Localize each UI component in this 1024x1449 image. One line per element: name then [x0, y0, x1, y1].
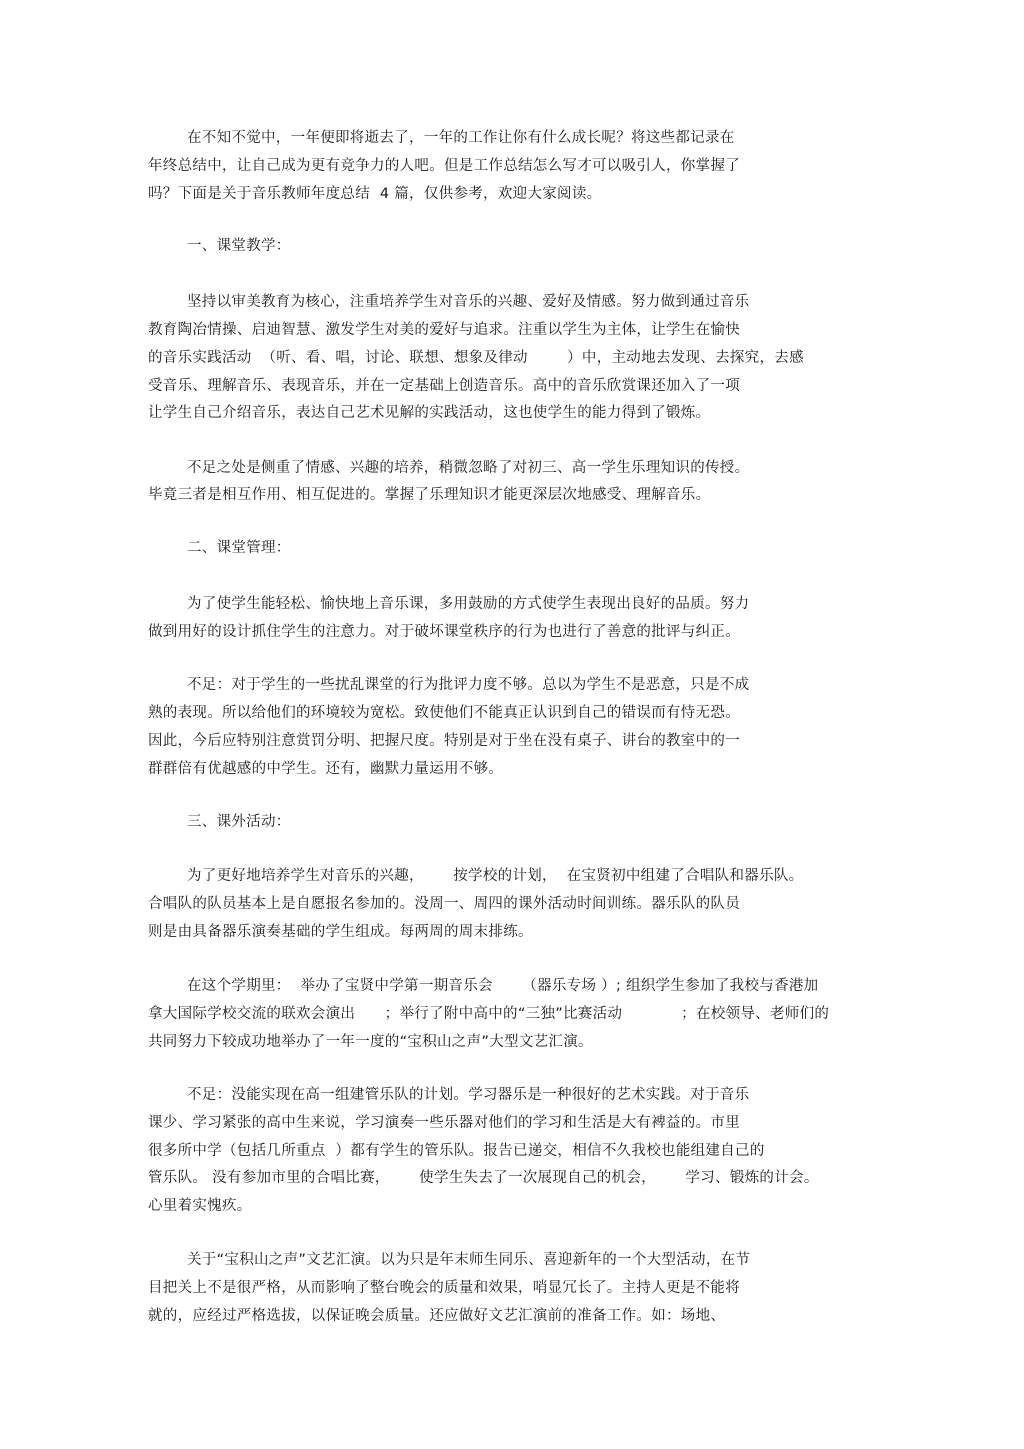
text-line: 为了更好地培养学生对音乐的兴趣， 按学校的计划， 在宝贤初中组建了合唱队和器乐队。	[187, 868, 804, 884]
text-line: 课少、学习紧张的高中生来说，学习演奏一些乐器对他们的学习和生活是大有裨益的。市里	[148, 1115, 740, 1131]
text-line: 则是由具备器乐演奏基础的学生组成。每两周的周末排练。	[148, 924, 533, 940]
text-line: 教育陶冶情操、启迪智慧、激发学生对美的爱好与追求。注重以学生为主体，让学生在愉快	[148, 322, 740, 338]
text-line: 不足：没能实现在高一组建管乐队的计划。学习器乐是一种很好的艺术实践。对于音乐	[187, 1087, 750, 1103]
text-line: 群群倍有优越感的中学生。还有，幽默力量运用不够。	[148, 761, 504, 777]
text-line: 拿大国际学校交流的联欢会演出 ；举行了附中高中的“三独”比赛活动 ；在校领导、老师们的	[148, 1006, 830, 1022]
text-line: 让学生自己介绍音乐，表达自己艺术见解的实践活动，这也使学生的能力得到了锻炼。	[148, 405, 711, 421]
text-line: 因此，今后应特别注意赏罚分明、把握尺度。特别是对于坐在没有桌子、讲台的教室中的一	[148, 733, 740, 749]
text-line: 毕竟三者是相互作用、相互促进的。掌握了乐理知识才能更深层次地感受、理解音乐。	[148, 487, 711, 503]
text-line: 不足之处是侧重了情感、兴趣的培养，稍微忽略了对初三、高一学生乐理知识的传授。	[187, 460, 750, 476]
text-line: 在不知不觉中，一年便即将逝去了，一年的工作让你有什么成长呢？将这些都记录在	[187, 130, 735, 146]
text-line: 吗？下面是关于音乐教师年度总结 4 篇，仅供参考，欢迎大家阅读。	[148, 186, 602, 202]
text-line: 合唱队的队员基本上是自愿报名参加的。没周一、周四的课外活动时间训练。器乐队的队员	[148, 896, 740, 912]
text-line: 为了使学生能轻松、愉快地上音乐课，多用鼓励的方式使学生表现出良好的品质。努力	[187, 596, 750, 612]
text-line: 做到用好的设计抓住学生的注意力。对于破坏课堂秩序的行为也进行了善意的批评与纠正。	[148, 624, 740, 640]
text-line: 熟的表现。所以给他们的环境较为宽松。致使他们不能真正认识到自己的错误而有恃无恐。	[148, 705, 740, 721]
text-line: 年终总结中，让自己成为更有竞争力的人吧。但是工作总结怎么写才可以吸引人，你掌握了	[148, 158, 740, 174]
text-line: 关于“宝积山之声”文艺汇演。以为只是年末师生同乐、喜迎新年的一个大型活动，在节	[187, 1252, 751, 1268]
text-line: 管乐队。 没有参加市里的合唱比赛， 使学生失去了一次展现自己的机会， 学习、锻炼的计会。	[148, 1170, 819, 1186]
section-heading: 一、课堂教学：	[187, 238, 291, 254]
section-heading: 二、课堂管理：	[187, 540, 291, 556]
text-line: 在这个学期里： 举办了宝贤中学第一期音乐会 （器乐专场 ）; 组织学生参加了我校与香港加	[187, 978, 819, 994]
text-line: 的音乐实践活动 （听、看、唱，讨论、联想、想象及律动 ）中，主动地去发现、去探究，去感	[148, 350, 804, 366]
text-line: 共同努力下较成功地举办了一年一度的“宝积山之声”大型文艺汇演。	[148, 1034, 593, 1050]
text-line: 心里着实愧疚。	[148, 1198, 252, 1214]
text-line: 就的，应经过严格选拔，以保证晚会质量。还应做好文艺汇演前的准备工作。如：场地、	[148, 1308, 726, 1324]
text-line: 不足：对于学生的一些扰乱课堂的行为批评力度不够。总以为学生不是恶意，只是不成	[187, 677, 750, 693]
text-line: 目把关上不是很严格，从而影响了整台晚会的质量和效果，哨显冗长了。主持人更是不能将	[148, 1280, 740, 1296]
section-heading: 三、课外活动：	[187, 814, 291, 830]
text-line: 受音乐、理解音乐、表现音乐，并在一定基础上创造音乐。高中的音乐欣赏课还加入了一项	[148, 378, 740, 394]
text-line: 很多所中学（包括几所重点 ）都有学生的管乐队。报告已递交，相信不久我校也能组建自己的	[148, 1143, 765, 1159]
text-line: 坚持以审美教育为核心，注重培养学生对音乐的兴趣、爱好及情感。努力做到通过音乐	[187, 294, 750, 310]
